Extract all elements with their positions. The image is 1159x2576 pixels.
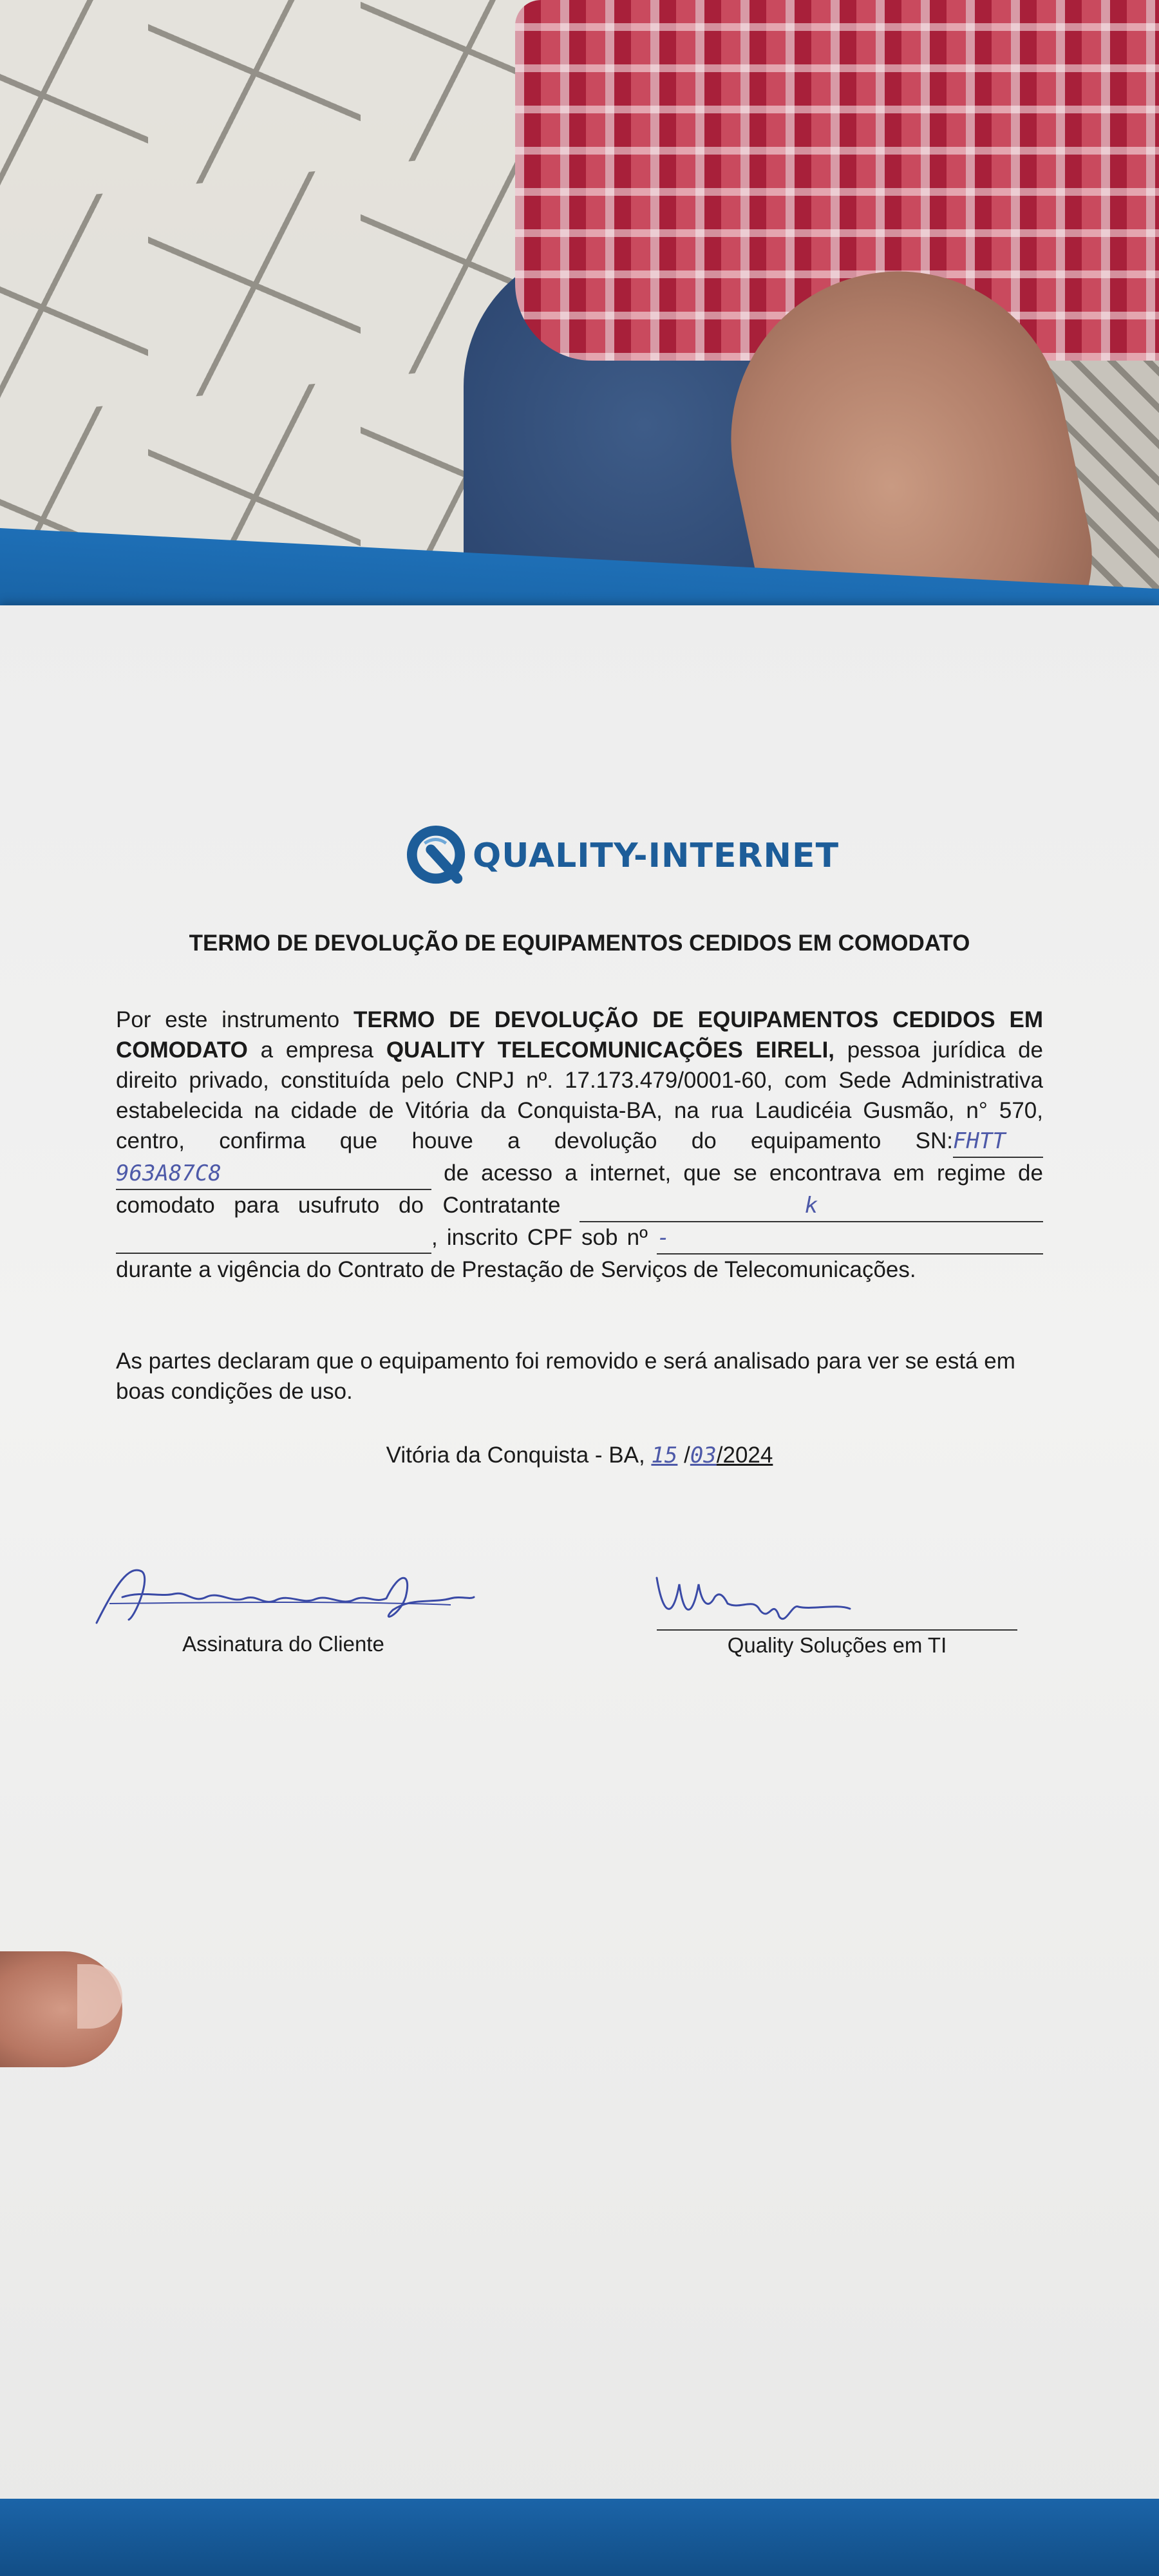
p1-company-pre: a empresa <box>247 1037 386 1063</box>
background-scene <box>0 0 1159 708</box>
p1-after-sn: de acesso a internet, que se encontrava em regime de comodato para usufruto do Contratante <box>116 1160 1043 1218</box>
company-signature-line <box>657 1629 1017 1631</box>
sn-handwritten-2: 963A87C8 <box>116 1160 221 1186</box>
date-day: 15 <box>651 1443 678 1468</box>
date-line <box>0 1443 1159 1468</box>
contratante-mark: k <box>804 1193 818 1218</box>
sn-handwritten-1: FHTT <box>953 1128 1006 1154</box>
blue-folder-bottom <box>0 2499 1159 2576</box>
logo-text: QUALITY-INTERNET <box>473 837 840 875</box>
company-logo <box>406 824 839 887</box>
cpf-mark: - <box>657 1225 670 1251</box>
sn-blank-2 <box>116 1158 431 1190</box>
p1-body: pessoa jurídica de direito privado, constituída pelo CNPJ nº. 17.173.479/0001-60, com Sede Administrativa estabelecida na cidade de Vitória da Conquista-BA, na rua Laudicéia Gusmão, n° 570, centro, confirma que houve a devolução do equipamento SN: <box>116 1037 1044 1153</box>
paragraph-main <box>116 1005 1043 1285</box>
date-sep: / <box>677 1443 690 1468</box>
document-paper <box>0 605 1159 2524</box>
cpf-blank <box>657 1222 1043 1255</box>
date-year: /2024 <box>716 1443 773 1468</box>
p1-cpf: , inscrito CPF sob nº <box>431 1225 657 1250</box>
p1-company-bold: QUALITY TELECOMUNICAÇÕES EIRELI, <box>386 1037 835 1063</box>
company-signature-caption: Quality Soluções em TI <box>727 1633 947 1657</box>
date-month: 03 <box>690 1443 717 1468</box>
client-signature-block <box>90 1558 476 1656</box>
document-title: TERMO DE DEVOLUÇÃO DE EQUIPAMENTOS CEDIDOS EM COMODATO <box>189 931 970 956</box>
company-signature-block <box>644 1558 1030 1658</box>
date-prefix: Vitória da Conquista - BA, <box>386 1443 652 1468</box>
p1-title-bold: TERMO DE DEVOLUÇÃO DE EQUIPAMENTOS CEDIDOS EM COMODATO <box>116 1007 1043 1063</box>
sn-blank-1 <box>953 1126 1043 1158</box>
p1-end: durante a vigência do Contrato de Prestação de Serviços de Telecomunicações. <box>116 1257 916 1282</box>
client-signature <box>90 1558 476 1629</box>
p1-intro: Por este instrumento <box>116 1007 354 1032</box>
company-signature <box>644 1558 1030 1629</box>
paragraph-declaration: As partes declaram que o equipamento foi removido e será analisado para ver se está em boas condições de uso. <box>116 1349 1015 1404</box>
client-signature-caption: Assinatura do Cliente <box>182 1632 384 1656</box>
logo-q-icon <box>406 824 469 887</box>
contratante-blank-2 <box>116 1222 431 1254</box>
contratante-blank <box>580 1190 1043 1222</box>
